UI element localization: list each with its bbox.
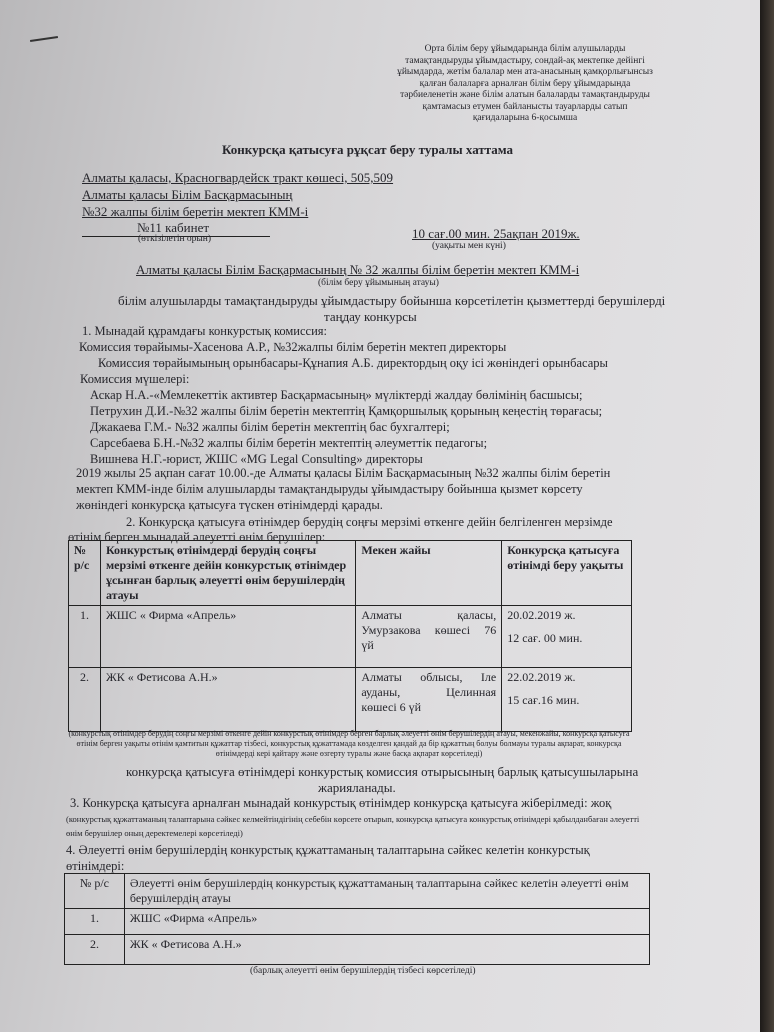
col-header-name: Конкурстық өтінімдерді берудің соңғы мерзімі өткенге дейін конкурстық өтінімдер ұсынған барлық әлеуетті өнім берушілердің атауы — [100, 541, 355, 606]
annex-header: Орта білім беру ұйымдарында білім алушыларды тамақтандыруды ұйымдастыру, сондай-ақ мектепке дейінгі ұйымдарда, жетім балалар мен ата-анасының қамқорлығынсыз қалған балаларға арналған білім беру ұйымдарында тәрбиеленетін және білім алатын балаларды тамақтандыруды қамтамасыз етумен байланысты тауарларды сатып қағидаларына 6-қосымша — [397, 44, 653, 123]
para3-note: (конкурстық құжаттаманың талаптарына сәйкес келмейтіндігінің себебін көрсете отырып, конкурсқа қатысуға конкурстық өтінімдері қабылданбаған әлеуетті өнім берушілер оның деректемелері көрсетіледі) — [66, 814, 640, 838]
para3: 3. Конкурсқа қатысуға арналған мынадай конкурстық өтінімдер конкурсқа қатысуға жіберілмеді: жоқ — [70, 796, 612, 810]
announce-line-1: конкурсқа қатысуға өтінімдері конкурстық комиссия отырысының барлық қатысушыларына — [126, 764, 639, 779]
row-num: 2. — [65, 935, 125, 965]
member-item: Джакаева Г.М.- №32 жалпы білім беретін мектептің бас бухгалтері; — [90, 420, 450, 434]
para1-line: жөніндегі конкурсқа қатысуға түскен өтінімдерді қарады. — [76, 498, 383, 512]
para4-line: 4. Әлеуетті өнім берушілердің конкурстық құжаттаманың талаптарына сәйкес келетін конкурстық — [66, 843, 590, 857]
address-line: Алматы қаласы, Красногвардейск тракт көшесі, 505,509 — [82, 170, 394, 185]
commission-vice: Комиссия төрайымының орынбасары-Құнапия А.Б. директордың оқу ісі жөніндегі орынбасары — [98, 356, 608, 370]
row-name: ЖШС « Фирма «Апрель» — [100, 606, 355, 668]
page-edge-shadow — [760, 0, 774, 1032]
row-address: Алматы облысы, Іле ауданы, Целинная көшесі 6 үй — [356, 668, 502, 732]
subject-line-1: білім алушыларды тамақтандыруды ұйымдастыру бойынша көрсетілетін қызметтерді берушілерді — [118, 293, 666, 308]
col-header-num: № р/с — [69, 541, 101, 606]
subject-line-2: таңдау конкурсы — [324, 309, 417, 324]
row-num: 1. — [65, 909, 125, 935]
row-time: 22.02.2019 ж. 15 сағ.16 мин. — [502, 668, 632, 732]
table-header-row — [69, 541, 632, 606]
member-item: Петрухин Д.И.-№32 жалпы білім беретін мектептің Қамқоршылық қорының кеңестің төрағасы; — [90, 404, 603, 418]
applicants-table — [68, 540, 632, 732]
customer-caption: (білім беру ұйымының атауы) — [318, 278, 439, 288]
col-header-address: Мекен жайы — [356, 541, 502, 606]
para2-line: өтінім берген мынадай әлеуетті өнім берушілер: — [68, 530, 326, 544]
row-name: ЖК « Фетисова А.Н.» — [100, 668, 355, 732]
col-header-num: № р/с — [65, 874, 125, 909]
room-value: №11 кабинет — [137, 220, 210, 235]
table-row — [69, 606, 632, 668]
col-header-time: Конкурсқа қатысуға өтінімді беру уақыты — [502, 541, 632, 606]
document-title: Конкурсқа қатысуға рұқсат беру туралы хаттама — [222, 142, 514, 157]
org-line-2: №32 жалпы білім беретін мектеп КММ-і — [82, 204, 309, 219]
para2-line: 2. Конкурсқа қатысуға өтінімдер берудің соңғы мерзімі өткенге дейін белгіленген мерзімде — [126, 515, 613, 529]
table-row — [65, 909, 650, 935]
para4-line: өтінімдері: — [66, 859, 125, 873]
members-label: Комиссия мүшелері: — [80, 372, 190, 386]
table2-note: (барлық әлеуетті өнім берушілердің тізбесі көрсетіледі) — [250, 966, 476, 976]
pen-mark — [30, 36, 58, 42]
table-header-row — [65, 874, 650, 909]
table-row — [65, 935, 650, 965]
announce-line-2: жарияланады. — [318, 780, 396, 795]
member-item: Сарсебаева Б.Н.-№32 жалпы білім беретін мектептің әлеуметтік педагогы; — [90, 436, 488, 450]
row-name: ЖШС «Фирма «Апрель» — [124, 909, 649, 935]
para1-line: 2019 жылы 25 ақпан сағат 10.00.-де Алматы қаласы Білім Басқармасының №32 жалпы білім беретін — [76, 466, 611, 480]
time-caption: (уақыты мен күні) — [432, 241, 506, 251]
table-row — [69, 668, 632, 732]
row-address: Алматы қаласы, Умурзакова көшесі 76 үй — [356, 606, 502, 668]
row-num: 1. — [69, 606, 101, 668]
commission-intro: 1. Мынадай құрамдағы конкурстық комиссия: — [82, 324, 328, 338]
room-caption: (өткізілетін орын) — [138, 234, 212, 244]
member-item: Аскар Н.А.-«Мемлекеттік активтер Басқармасының» мүліктерді жалдау бөлімінің басшысы; — [90, 388, 583, 402]
col-header-name: Әлеуетті өнім берушілердің конкурстық құжаттаманың талаптарына сәйкес келетін әлеуетті өнім берушілердің атауы — [124, 874, 649, 909]
table1-note: (конкурстық өтінімдер берудің соңғы мерзімі өткенге дейін конкурстық өтінімдер берген барлық әлеуетті өнім берушілердің атауы, мекенжайы, конкурсқа қатысуға өтінім берген уақыты өтінім қамтитын құжаттар тізбесі, конкурстық құжаттамада көзделген қандай да бір құжаттың болуы болмауы туралы ақпарат, конкурсқа өтінімдерді кері қайтару және өзгерту туралы және басқа ақпарат көрсетіледі) — [68, 729, 630, 758]
time-line: 10 сағ.00 мин. 25ақпан 2019ж. — [412, 226, 580, 241]
customer-name: Алматы қаласы Білім Басқармасының № 32 жалпы білім беретін мектеп КММ-і — [136, 262, 580, 277]
commission-chair: Комиссия төрайымы-Хасенова А.Р., №32жалпы білім беретін мектеп директоры — [79, 340, 507, 354]
member-item: Вишнева Н.Г.-юрист, ЖШС «MG Legal Consulting» директоры — [90, 452, 423, 466]
org-line-1: Алматы қаласы Білім Басқармасының — [82, 187, 293, 202]
row-name: ЖК « Фетисова А.Н.» — [124, 935, 649, 965]
para1-line: мектеп КММ-інде білім алушыларды тамақтандыруды ұйымдастыру бойынша қызмет көрсету — [76, 482, 583, 496]
row-time: 20.02.2019 ж. 12 сағ. 00 мин. — [502, 606, 632, 668]
row-num: 2. — [69, 668, 101, 732]
eligible-table — [64, 873, 650, 965]
